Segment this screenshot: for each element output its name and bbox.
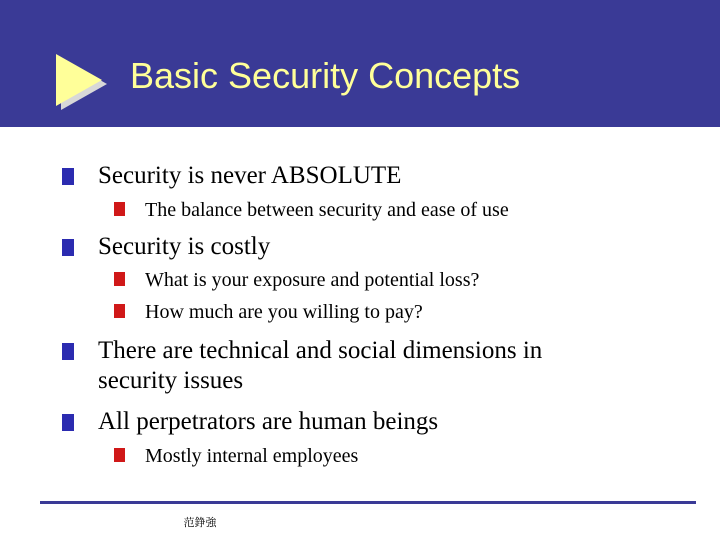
square-bullet-icon [62,343,74,360]
square-bullet-icon [62,168,74,185]
footer-rule [40,501,696,504]
footer-author: 范錚強 [183,516,217,529]
square-bullet-icon [62,414,74,431]
square-bullet-icon [114,202,125,216]
bullet-text: What is your exposure and potential loss? [145,269,480,291]
bullet-text: All perpetrators are human beings [98,408,439,435]
square-bullet-icon [114,304,125,318]
bullet-text: Security is never ABSOLUTE [98,162,402,189]
bullet-text: Security is costly [98,233,271,260]
square-bullet-icon [114,272,125,286]
bullet-text: Mostly internal employees [145,445,359,467]
bullet-text: security issues [98,367,244,394]
square-bullet-icon [62,239,74,256]
square-bullet-icon [114,448,125,462]
bullet-text: The balance between security and ease of use [145,199,509,221]
slide-title: Basic Security Concepts [130,55,521,96]
bullet-text: How much are you willing to pay? [145,301,423,323]
bullet-text: There are technical and social dimensions in [98,337,543,364]
